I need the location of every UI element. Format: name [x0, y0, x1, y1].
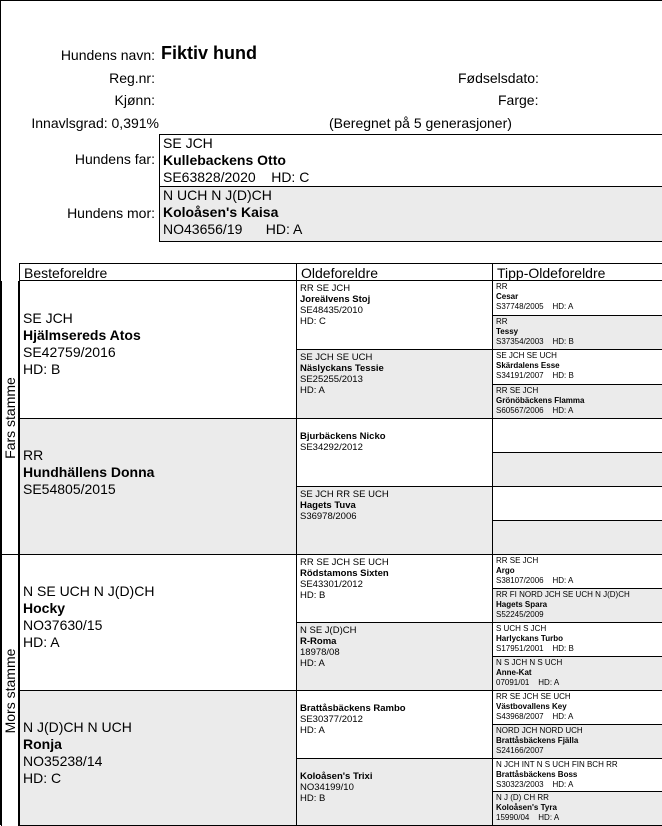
greatgreatgrandparent-cell [492, 385, 662, 420]
greatgreatgrandparent-info [496, 692, 573, 722]
greatgreatgrandparent-reg: 15990/04 [496, 813, 529, 822]
greatgreatgrandparent-hd: HD: A [538, 678, 559, 687]
grandparent-info [23, 447, 154, 498]
mother-side [1, 555, 19, 826]
greatgreatgrandparent-reg-row [496, 610, 630, 620]
greatgreatgrandparent-hd: HD: B [553, 644, 574, 653]
greatgrandparent-cell [296, 759, 492, 826]
grandparent-name: Hjälmsereds Atos [23, 327, 141, 344]
greatgrandparent-info [300, 557, 389, 601]
grandparent-titles: RR [23, 447, 154, 464]
greatgreatgrandparent-info [496, 317, 574, 347]
grandparent-titles: N J(D)CH N UCH [23, 719, 132, 736]
greatgreatgrandparent-name: Skärdalens Esse [496, 361, 574, 371]
dog-name-label: Hundens navn: [1, 47, 155, 63]
father-titles: SE JCH [163, 135, 662, 152]
greatgreatgrandparent-reg: S43968/2007 [496, 712, 544, 721]
greatgreatgrandparent-titles: N JCH INT N S UCH FIN BCH RR [496, 760, 618, 770]
greatgrandparent-info [300, 703, 406, 736]
greatgreatgrandparent-cell [492, 521, 662, 555]
greatgrandparent-name: Bjurbäckens Nicko [300, 431, 386, 442]
spacer [529, 678, 538, 687]
greatgrandparent-titles: SE JCH SE UCH [300, 352, 384, 363]
greatgrandparent-name: Brattåsbäckens Rambo [300, 703, 406, 714]
greatgreatgrandparent-name: Västbovallens Key [496, 702, 573, 712]
grandparent-reg: NO37630/15 [23, 617, 154, 634]
greatgrandparent-hd: HD: A [300, 658, 356, 669]
greatgrandparent-info [300, 489, 389, 522]
grandparent-titles: N SE UCH N J(D)CH [23, 583, 154, 600]
greatgreatgrandparent-titles: N J (D) CH RR [496, 793, 559, 803]
greatgreatgrandparent-name: Brattåsbäckens Boss [496, 770, 618, 780]
greatgreatgrandparent-info [496, 793, 559, 823]
greatgreatgrandparent-titles: RR SE JCH SE UCH [496, 692, 573, 702]
color-label: Farge: [498, 92, 538, 108]
greatgreatgrandparent-reg: 07091/01 [496, 678, 529, 687]
grandparent-reg: SE42759/2016 [23, 344, 141, 361]
greatgreatgrandparent-info [496, 624, 574, 654]
spacer [544, 746, 553, 755]
greatgreatgrandparent-titles: NORD JCH NORD UCH [496, 726, 583, 736]
greatgreatgrandparent-hd: HD: A [553, 302, 574, 311]
greatgrandparent-reg: SE48435/2010 [300, 305, 370, 316]
greatgrandparent-info [300, 771, 372, 804]
greatgreatgrandparent-name: Tessy [496, 327, 574, 337]
grandparent-name: Hocky [23, 600, 154, 617]
greatgrandparent-info [300, 352, 384, 396]
mother-titles: N UCH N J(D)CH [163, 187, 662, 204]
greatgrandparent-name: Hagets Tuva [300, 500, 389, 511]
greatgrandparent-cell [296, 691, 492, 759]
grandparent-cell [19, 691, 296, 826]
greatgreatgrandparent-titles: S UCH S JCH [496, 624, 574, 634]
greatgreatgrandparent-reg: S30323/2003 [496, 780, 544, 789]
greatgreatgrandparent-cell [492, 589, 662, 623]
greatgrandparent-reg: SE43301/2012 [300, 579, 389, 590]
greatgrandparent-name: R-Roma [300, 636, 356, 647]
greatgreatgrandparent-cell [492, 350, 662, 385]
greatgreatgrandparent-info [496, 282, 573, 312]
pedigree-table [1, 263, 662, 826]
greatgreatgrandparent-cell [492, 281, 662, 316]
greatgreatgrandparent-info [496, 556, 573, 586]
mother-hd: HD: A [266, 221, 303, 237]
mother-side-label: Mors stamme [2, 648, 18, 733]
father-side [1, 281, 19, 555]
column-grandparents: Besteforeldre [19, 263, 296, 281]
greatgreatgrandparent-name: Argo [496, 566, 573, 576]
greatgreatgrandparent-titles: RR [496, 282, 573, 292]
regnr-label: Reg.nr: [1, 70, 155, 86]
greatgrandparent-info [300, 283, 370, 327]
greatgreatgrandparent-reg: S24166/2007 [496, 746, 544, 755]
greatgreatgrandparent-name: Anne-Kat [496, 668, 562, 678]
spacer [544, 406, 553, 415]
greatgrandparent-titles: RR SE JCH SE UCH [300, 557, 389, 568]
greatgreatgrandparent-cell [492, 555, 662, 589]
greatgreatgrandparent-cell [492, 759, 662, 793]
greatgrandparent-reg: S36978/2006 [300, 511, 389, 522]
grandparent-cell [19, 419, 296, 555]
inbreeding-value: Innavlsgrad: 0,391% [1, 115, 159, 131]
mother-reg: NO43656/19 [163, 221, 242, 237]
greatgrandparent-hd: HD: B [300, 793, 372, 804]
greatgrandparent-cell [296, 281, 492, 350]
mother-reg-row [163, 221, 662, 238]
greatgrandparent-name: Näslyckans Tessie [300, 363, 384, 374]
greatgrandparent-cell [296, 350, 492, 419]
greatgrandparent-info [300, 625, 356, 669]
greatgreatgrandparent-info [496, 658, 562, 688]
greatgreatgrandparent-cell [492, 623, 662, 657]
greatgreatgrandparent-reg-row [496, 746, 583, 756]
mother-label: Hundens mor: [1, 205, 155, 221]
greatgrandparent-titles: SE JCH RR SE UCH [300, 489, 389, 500]
greatgreatgrandparent-titles: SE JCH SE UCH [496, 351, 574, 361]
greatgreatgrandparent-cell [492, 453, 662, 487]
father-hd: HD: C [271, 169, 309, 185]
greatgrandparent-titles: RR SE JCH [300, 283, 370, 294]
greatgreatgrandparent-hd: HD: A [553, 712, 574, 721]
greatgreatgrandparent-hd: HD: A [553, 576, 574, 585]
greatgrandparent-reg: 18978/08 [300, 647, 356, 658]
greatgreatgrandparent-name: Cesar [496, 292, 573, 302]
greatgreatgrandparent-info [496, 351, 574, 381]
father-reg-row [163, 169, 662, 186]
greatgrandparent-hd: HD: A [300, 725, 406, 736]
greatgrandparent-name: Koloåsen's Trixi [300, 771, 372, 782]
greatgreatgrandparent-name: Grönöbäckens Flamma [496, 396, 584, 406]
greatgreatgrandparent-info [496, 760, 618, 790]
grandparent-reg: NO35238/14 [23, 753, 132, 770]
greatgreatgrandparent-titles: N S JCH N S UCH [496, 658, 562, 668]
greatgreatgrandparent-reg: S37748/2005 [496, 302, 544, 311]
greatgreatgrandparent-info [496, 386, 584, 416]
greatgrandparent-cell [296, 419, 492, 487]
grandparent-titles: SE JCH [23, 310, 141, 327]
mother-name: Koloåsen's Kaisa [163, 204, 662, 221]
spacer [544, 371, 553, 380]
grandparent-cell [19, 281, 296, 419]
greatgreatgrandparent-cell [492, 657, 662, 691]
dog-name-row [1, 45, 662, 65]
greatgreatgrandparent-info [496, 590, 630, 620]
greatgrandparent-cell [296, 555, 492, 623]
greatgreatgrandparent-cell [492, 487, 662, 521]
spacer [544, 644, 553, 653]
greatgreatgrandparent-reg-row [496, 644, 574, 654]
greatgreatgrandparent-titles: RR [496, 317, 574, 327]
spacer [544, 780, 553, 789]
greatgrandparent-cell [296, 623, 492, 691]
greatgreatgrandparent-reg: S38107/2006 [496, 576, 544, 585]
grandparent-name: Ronja [23, 736, 132, 753]
greatgreatgrandparent-reg: S34191/2007 [496, 371, 544, 380]
greatgreatgrandparent-titles: RR SE JCH [496, 386, 584, 396]
greatgreatgrandparent-cell [492, 316, 662, 351]
greatgrandparent-hd: HD: B [300, 590, 389, 601]
grandparent-name: Hundhällens Donna [23, 464, 154, 481]
greatgreatgrandparent-hd: HD: A [553, 780, 574, 789]
greatgrandparent-reg: SE25255/2013 [300, 374, 384, 385]
greatgreatgrandparent-titles: RR SE JCH [496, 556, 573, 566]
greatgreatgrandparent-name: Koloåsen's Tyra [496, 803, 559, 813]
inbreeding-note: (Beregnet på 5 generasjoner) [329, 115, 512, 131]
greatgrandparent-reg: NO34199/10 [300, 782, 372, 793]
greatgreatgrandparent-reg-row [496, 371, 574, 381]
father-name: Kullebackens Otto [163, 152, 662, 169]
greatgreatgrandparent-name: Harlyckans Turbo [496, 634, 574, 644]
greatgreatgrandparent-reg-row [496, 337, 574, 347]
grandparent-hd: HD: C [23, 770, 132, 787]
greatgreatgrandparent-titles: RR FI NORD JCH SE UCH N J(D)CH [496, 590, 630, 600]
greatgreatgrandparent-reg-row [496, 712, 573, 722]
sex-label: Kjønn: [1, 92, 155, 108]
greatgreatgrandparent-reg-row [496, 780, 618, 790]
spacer [544, 302, 553, 311]
greatgreatgrandparent-name: Brattåsbäckens Fjälla [496, 736, 583, 746]
greatgreatgrandparent-hd: HD: A [538, 813, 559, 822]
greatgrandparent-reg: SE34292/2012 [300, 442, 386, 453]
column-greatgrandparents: Oldeforeldre [296, 263, 492, 281]
greatgrandparent-name: Rödstamons Sixten [300, 568, 389, 579]
column-greatgreatgrandparents: Tipp-Oldeforeldre [492, 263, 662, 281]
greatgrandparent-hd: HD: A [300, 385, 384, 396]
greatgreatgrandparent-reg: S17951/2001 [496, 644, 544, 653]
greatgrandparent-info [300, 431, 386, 453]
grandparent-info [23, 310, 141, 378]
greatgreatgrandparent-reg: S52245/2009 [496, 610, 544, 619]
greatgreatgrandparent-hd: HD: A [553, 406, 574, 415]
greatgrandparent-titles: N SE J(D)CH [300, 625, 356, 636]
father-reg: SE63828/2020 [163, 169, 256, 185]
greatgreatgrandparent-hd: HD: B [553, 337, 574, 346]
greatgrandparent-hd: HD: C [300, 316, 370, 327]
spacer [544, 337, 553, 346]
greatgreatgrandparent-cell [492, 792, 662, 826]
greatgreatgrandparent-cell [492, 419, 662, 453]
birthdate-label: Fødselsdato: [458, 70, 539, 86]
greatgreatgrandparent-cell [492, 725, 662, 759]
greatgreatgrandparent-reg-row [496, 813, 559, 823]
greatgreatgrandparent-reg-row [496, 406, 584, 416]
greatgrandparent-reg: SE30377/2012 [300, 714, 406, 725]
greatgreatgrandparent-reg-row [496, 576, 573, 586]
father-side-label: Fars stamme [2, 377, 18, 459]
grandparent-info [23, 583, 154, 651]
father-label: Hundens far: [1, 151, 155, 167]
grandparent-hd: HD: B [23, 361, 141, 378]
greatgreatgrandparent-reg: S37354/2003 [496, 337, 544, 346]
greatgreatgrandparent-name: Hagets Spara [496, 600, 630, 610]
greatgrandparent-cell [296, 487, 492, 555]
greatgreatgrandparent-reg-row [496, 678, 562, 688]
spacer [544, 610, 553, 619]
greatgreatgrandparent-hd: HD: B [553, 371, 574, 380]
spacer [544, 576, 553, 585]
dog-name: Fiktiv hund [161, 45, 257, 61]
father-box [159, 134, 662, 187]
spacer [544, 712, 553, 721]
greatgrandparent-name: Joreälvens Stoj [300, 294, 370, 305]
greatgreatgrandparent-reg: S60567/2006 [496, 406, 544, 415]
greatgreatgrandparent-cell [492, 691, 662, 725]
greatgreatgrandparent-info [496, 726, 583, 756]
grandparent-reg: SE54805/2015 [23, 481, 154, 498]
mother-box [159, 187, 662, 242]
grandparent-cell [19, 555, 296, 691]
spacer [529, 813, 538, 822]
grandparent-hd: HD: A [23, 634, 154, 651]
greatgreatgrandparent-reg-row [496, 302, 573, 312]
grandparent-info [23, 719, 132, 787]
